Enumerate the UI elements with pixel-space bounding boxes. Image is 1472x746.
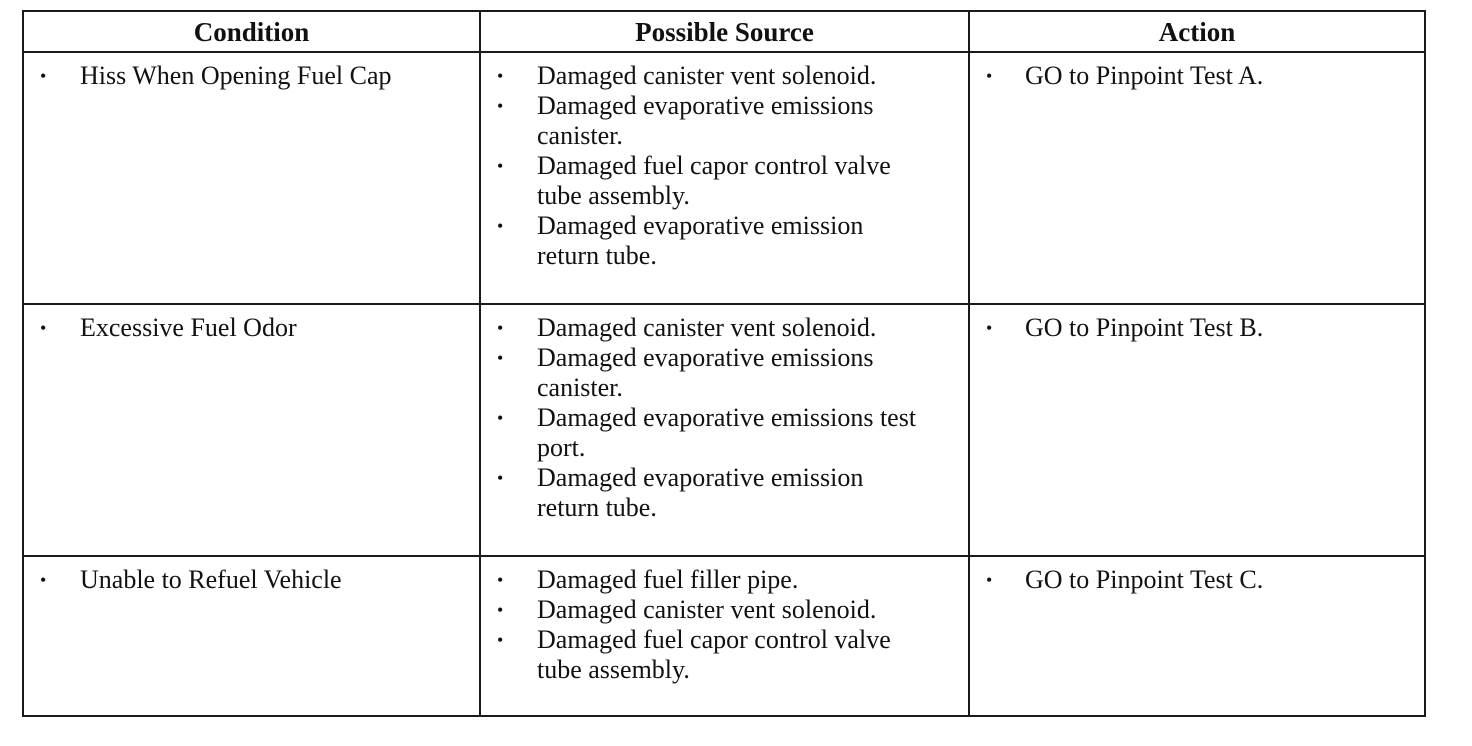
header-condition: Condition [24,12,480,52]
bullet-icon: • [497,570,504,590]
source-text: Damaged canister vent solenoid. [537,595,877,624]
bullet-icon: • [497,600,504,620]
list-item [970,565,1424,595]
source-text: Damaged canister vent solenoid. [537,61,877,90]
bullet-icon: • [497,630,504,650]
source-text: Damaged evaporative emissions canister. [537,91,874,150]
list-item [481,595,968,625]
list-item [481,463,968,523]
bullet-icon: • [497,408,504,428]
diagnosis-table-container [22,10,1426,717]
source-text: Damaged fuel capor control valve tube assembly. [537,625,891,684]
list-item [970,313,1424,343]
list-item [24,565,479,595]
action-cell [969,556,1424,715]
bullet-icon: • [497,96,504,116]
bullet-icon: • [986,318,993,338]
bullet-icon: • [497,216,504,236]
source-text: Damaged fuel capor control valve tube assembly. [537,151,891,210]
action-text: GO to Pinpoint Test B. [1025,313,1264,342]
list-item [481,403,968,463]
list-item [970,61,1424,91]
bullet-icon: • [40,570,47,590]
diagnosis-table [24,12,1424,715]
source-text: Damaged canister vent solenoid. [537,313,877,342]
bullet-icon: • [497,66,504,86]
action-cell [969,52,1424,304]
header-row [24,12,1424,52]
table-row [24,556,1424,715]
source-text: Damaged evaporative emission return tube. [537,463,864,522]
condition-cell [24,52,480,304]
action-cell [969,304,1424,556]
possible-source-cell [480,52,969,304]
bullet-icon: • [497,348,504,368]
source-text: Damaged fuel filler pipe. [537,565,799,594]
condition-cell [24,304,480,556]
possible-source-cell [480,304,969,556]
table-row [24,304,1424,556]
possible-source-cell [480,556,969,715]
bullet-icon: • [40,318,47,338]
condition-text: Hiss When Opening Fuel Cap [80,61,392,90]
source-text: Damaged evaporative emission return tube. [537,211,864,270]
list-item [481,313,968,343]
bullet-icon: • [497,468,504,488]
action-text: GO to Pinpoint Test C. [1025,565,1264,594]
table-row [24,52,1424,304]
action-text: GO to Pinpoint Test A. [1025,61,1264,90]
bullet-icon: • [497,318,504,338]
list-item [481,343,968,403]
condition-text: Excessive Fuel Odor [80,313,297,342]
condition-cell [24,556,480,715]
list-item [481,211,968,271]
bullet-icon: • [986,570,993,590]
list-item [481,61,968,91]
list-item [24,61,479,91]
list-item [481,91,968,151]
bullet-icon: • [40,66,47,86]
list-item [481,151,968,211]
list-item [481,565,968,595]
condition-text: Unable to Refuel Vehicle [80,565,342,594]
list-item [481,625,968,685]
list-item [24,313,479,343]
header-action: Action [969,12,1424,52]
bullet-icon: • [986,66,993,86]
source-text: Damaged evaporative emissions test port. [537,403,917,462]
bullet-icon: • [497,156,504,176]
source-text: Damaged evaporative emissions canister. [537,343,874,402]
header-possible-source: Possible Source [480,12,969,52]
